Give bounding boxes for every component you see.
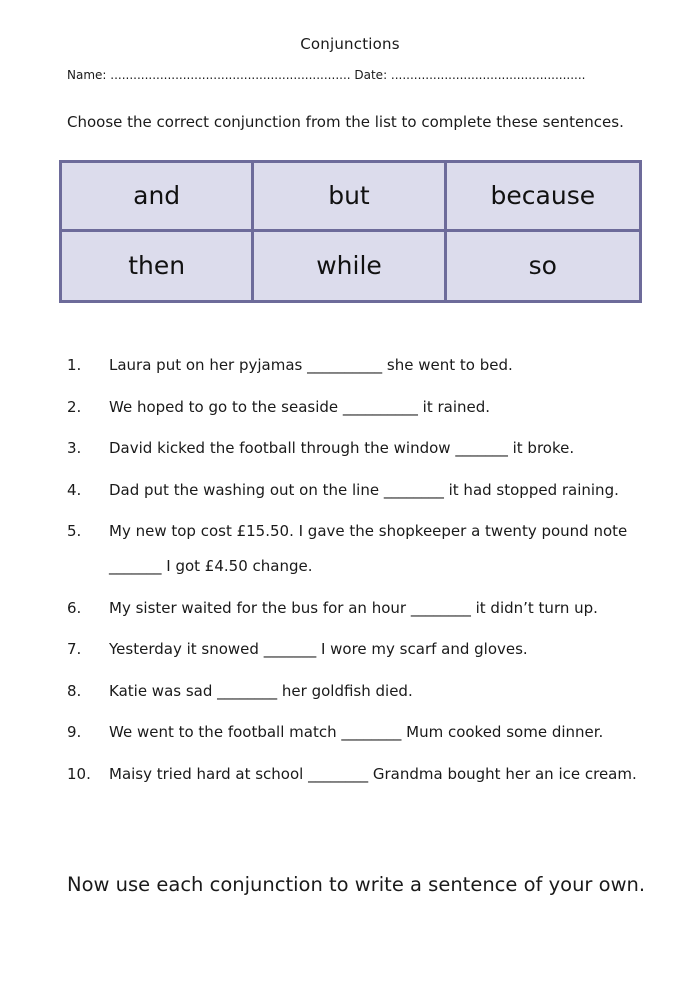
question-item [67, 473, 647, 508]
question-item [67, 757, 647, 792]
worksheet-title: Conjunctions [300, 35, 400, 53]
question-number: 5. [67, 522, 82, 540]
question-item [67, 348, 647, 383]
question-item [67, 632, 647, 667]
question-list [67, 348, 647, 798]
question-text: We went to the football match ________ Mum cooked some dinner. [109, 723, 604, 741]
question-item [67, 431, 647, 466]
question-text: David kicked the football through the window _______ it broke. [109, 439, 575, 457]
word-bank-cell: and [62, 163, 254, 232]
instructions: Choose the correct conjunction from the list to complete these sentences. [67, 113, 624, 131]
question-item [67, 514, 647, 584]
question-number: 1. [67, 356, 82, 374]
question-text: We hoped to go to the seaside __________ it rained. [109, 397, 491, 416]
question-number: 6. [67, 598, 82, 617]
word-bank-cell: because [447, 163, 639, 232]
question-text: Maisy tried hard at school ________ Grandma bought her an ice cream. [109, 764, 637, 783]
question-text: Dad put the washing out on the line ________ it had stopped raining. [109, 480, 619, 499]
question-text: Laura put on her pyjamas __________ she went to bed. [109, 356, 513, 374]
question-text: Katie was sad ________ her goldfish died. [109, 681, 413, 700]
question-number: 3. [67, 439, 82, 457]
question-item [67, 591, 647, 626]
word-bank-table [59, 160, 642, 303]
closing-instruction: Now use each conjunction to write a sentence of your own. [67, 873, 646, 896]
question-number: 8. [67, 681, 82, 700]
word-bank-cell: so [528, 251, 557, 281]
question-item [67, 674, 647, 709]
question-number: 2. [67, 397, 82, 416]
question-item [67, 715, 647, 750]
name-date-line: Name: ............................................................... Date: ................................................... [67, 68, 586, 82]
word-bank-cell: while [254, 232, 446, 301]
question-text: My sister waited for the bus for an hour ________ it didn’t turn up. [109, 598, 598, 617]
question-text: Yesterday it snowed _______ I wore my scarf and gloves. [109, 640, 528, 658]
question-text: My new top cost £15.50. I gave the shopkeeper a twenty pound note _______ I got £4.50 change. [109, 522, 628, 575]
word-bank-cell: but [254, 163, 446, 232]
question-number: 4. [67, 480, 82, 499]
question-number: 9. [67, 723, 82, 741]
question-number: 7. [67, 640, 82, 658]
question-item [67, 390, 647, 425]
question-number: 10. [67, 764, 91, 783]
word-bank-cell: then [62, 232, 254, 301]
